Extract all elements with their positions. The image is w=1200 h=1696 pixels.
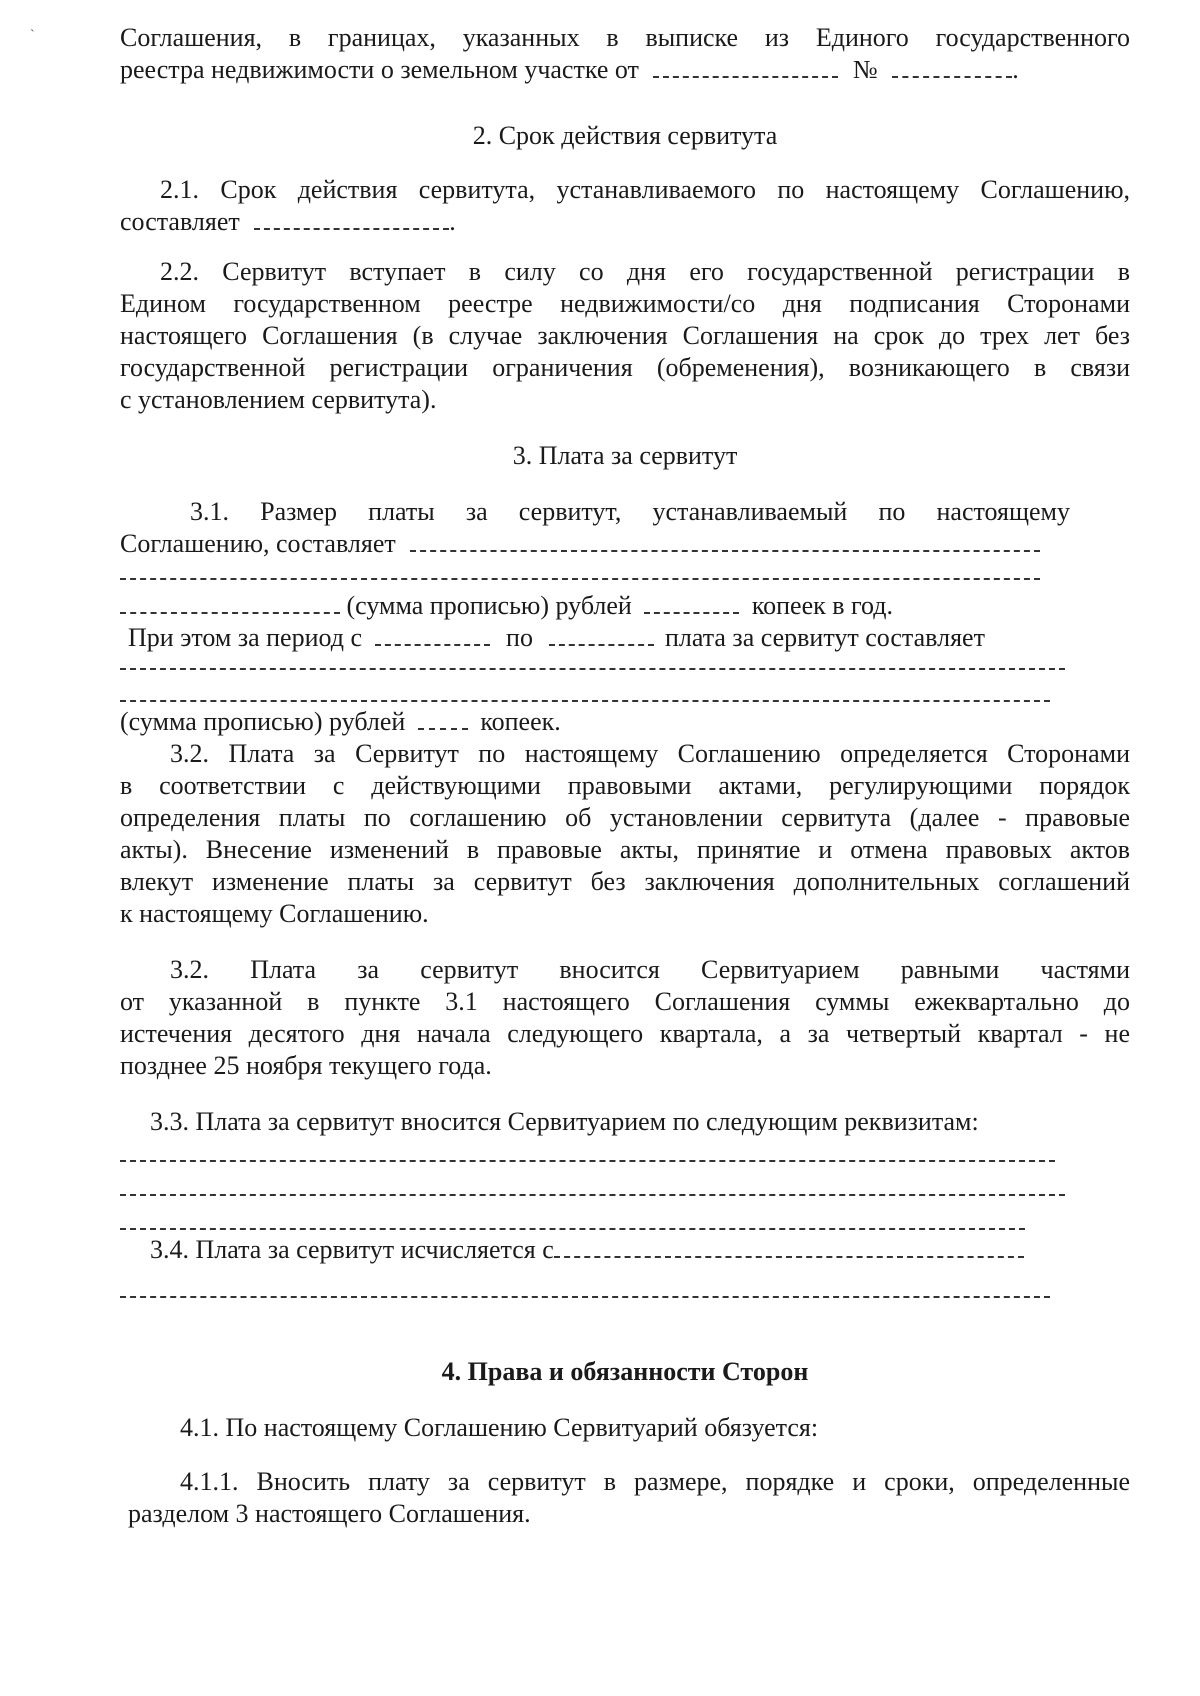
text-line: 3.3. Плата за сервитут вносится Сервитуарием по следующим реквизитам:: [150, 1107, 979, 1136]
section-title: 4. Права и обязанности Сторон: [441, 1357, 809, 1386]
text-line: 3.2. Плата за сервитут вносится Сервитуарием равными частями: [170, 955, 1130, 984]
blank-field-number: [892, 56, 1012, 78]
text-line: государственной регистрации ограничения (обременения), возникающего в связи: [120, 353, 1130, 382]
blank-line: [120, 1228, 1025, 1230]
text-line: [120, 54, 1130, 86]
text-line: [120, 706, 1130, 738]
blank-field-kopecks: [418, 708, 468, 730]
blank-line: [120, 700, 1050, 702]
blank-line: [120, 1296, 1050, 1298]
text-line: акты). Внесение изменений в правовые акты, принятие и отмена правовых актов: [120, 835, 1130, 864]
blank-field-amount: [410, 530, 1040, 552]
blank-field-sum: [120, 592, 340, 614]
period: .: [1012, 55, 1019, 84]
text-line: [120, 590, 1130, 622]
text-line: 4.1. По настоящему Соглашению Сервитуарий обязуется:: [180, 1413, 819, 1442]
blank-field-start-date: [554, 1236, 1024, 1258]
text-line: [150, 1234, 1160, 1266]
text-line: 2.2. Сервитут вступает в силу со дня его государственной регистрации в: [160, 257, 1130, 286]
text-line: настоящего Соглашения (в случае заключения Соглашения на срок до трех лет без: [120, 321, 1130, 350]
text-fragment: Соглашению, составляет: [120, 529, 396, 558]
text-line: Едином государственном реестре недвижимости/со дня подписания Сторонами: [120, 289, 1130, 318]
text-line: от указанной в пункте 3.1 настоящего Соглашения суммы ежеквартально до: [120, 987, 1130, 1016]
blank-field-period-end: [549, 624, 654, 646]
text-line: 2.1. Срок действия сервитута, устанавливаемого по настоящему Соглашению,: [160, 175, 1130, 204]
text-fragment: реестра недвижимости о земельном участке от: [120, 55, 639, 84]
section-title: 2. Срок действия сервитута: [472, 121, 778, 150]
blank-field-date: [653, 56, 838, 78]
text-line: позднее 25 ноября текущего года.: [120, 1051, 492, 1080]
text-fragment: по: [506, 623, 533, 652]
blank-field-period-start: [375, 624, 490, 646]
text-line: с установлением сервитута).: [120, 385, 437, 414]
text-line: истечения десятого дня начала следующего квартала, а за четвертый квартал - не: [120, 1019, 1130, 1048]
text-fragment: копеек в год.: [751, 591, 894, 620]
text-line: в соответствии с действующими правовыми актами, регулирующими порядок: [120, 771, 1130, 800]
text-line: разделом 3 настоящего Соглашения.: [128, 1499, 531, 1528]
blank-field-kopecks: [644, 592, 739, 614]
text-line: [120, 528, 1130, 560]
text-line: [120, 206, 1130, 238]
text-line: определения платы по соглашению об установлении сервитута (далее - правовые: [120, 803, 1130, 832]
text-fragment: копеек.: [480, 707, 561, 736]
period: .: [449, 207, 456, 236]
text-fragment: При этом за период с: [128, 623, 363, 652]
blank-field-term: [254, 208, 449, 230]
blank-line: [120, 1160, 1055, 1162]
text-fragment: составляет: [120, 207, 240, 236]
number-sign: №: [852, 55, 878, 84]
text-line: 3.2. Плата за Сервитут по настоящему Соглашению определяется Сторонами: [170, 739, 1130, 768]
text-line: 4.1.1. Вносить плату за сервитут в размере, порядке и сроки, определенные: [180, 1467, 1130, 1496]
blank-line: [120, 578, 1040, 580]
section-title: 3. Плата за сервитут: [512, 441, 738, 470]
text-line: к настоящему Соглашению.: [120, 899, 429, 928]
text-line: 3.1. Размер платы за сервитут, устанавливаемый по настоящему: [190, 497, 1070, 526]
text-line: Соглашения, в границах, указанных в выписке из Единого государственного: [120, 23, 1130, 52]
text-fragment: (сумма прописью) рублей: [346, 591, 632, 620]
scan-mark: `: [30, 28, 35, 43]
text-fragment: 3.4. Плата за сервитут исчисляется с: [150, 1235, 554, 1264]
text-fragment: (сумма прописью) рублей: [120, 707, 406, 736]
blank-line: [120, 1194, 1065, 1196]
text-line: влекут изменение платы за сервитут без заключения дополнительных соглашений: [120, 867, 1130, 896]
text-line: [128, 622, 1138, 654]
text-fragment: плата за сервитут составляет: [664, 623, 985, 652]
blank-line: [120, 668, 1065, 670]
